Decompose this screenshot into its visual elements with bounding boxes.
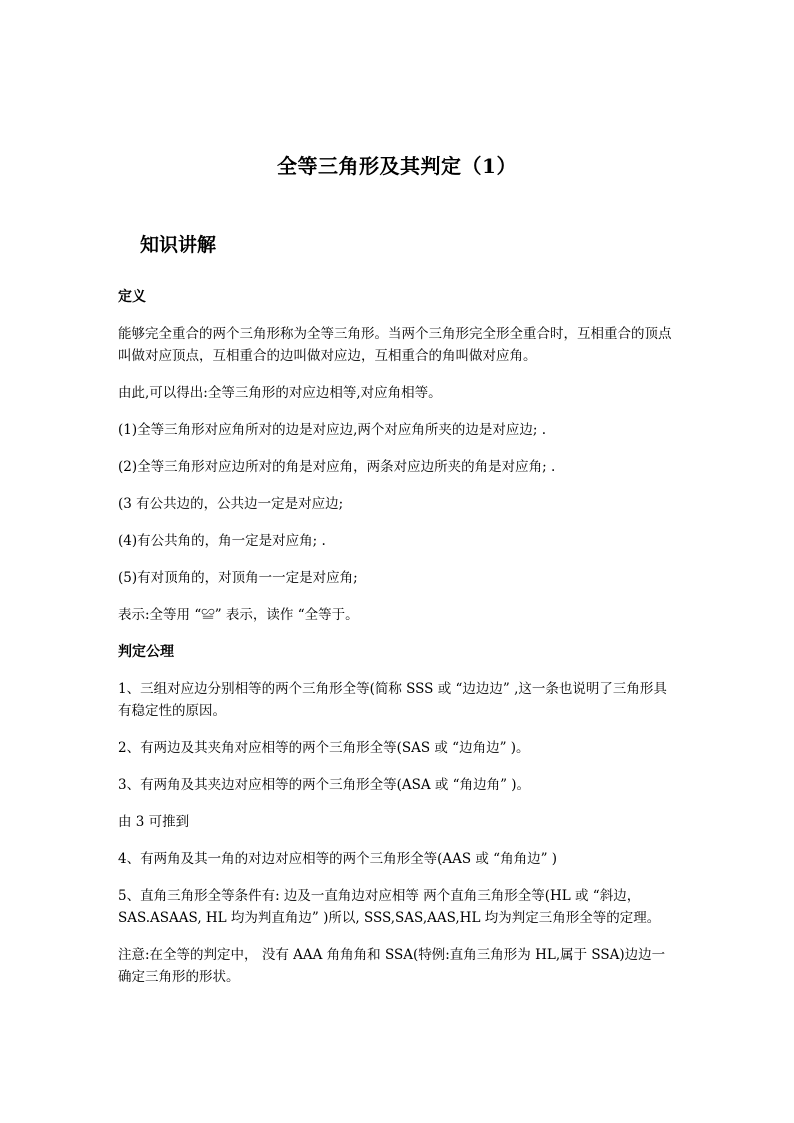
subheading-criteria: 判定公理 — [118, 644, 174, 660]
criterion-4: 4、有两角及其一角的对边对应相等的两个三角形全等(AAS 或 “角角边” ) — [118, 851, 558, 867]
paragraph-derivation: 由 3 可推到 — [118, 814, 190, 830]
paragraph-conclusion: 由此,可以得出:全等三角形的对应边相等,对应角相等。 — [118, 385, 442, 401]
criterion-5: 5、直角三角形全等条件有: 边及一直角边对应相等 两个直角三角形全等(HL 或 “斜边，SAS.ASAAS, HL 均为判直角边” )所以, SSS,SAS,AAS,HL 均为判定三角形全等的定理。 — [118, 888, 661, 926]
list-item-property-4: (4)有公共角的，角一定是对应角; . — [118, 533, 326, 549]
list-item-property-2: (2)全等三角形对应边所对的角是对应角，两条对应边所夹的角是对应角; . — [118, 459, 556, 475]
paragraph-note: 注意:在全等的判定中， 没有 AAA 角角角和 SSA(特例:直角三角形为 HL,属于 SSA)边边一确定三角形的形状。 — [118, 947, 666, 985]
paragraph-notation: 表示:全等用 “≌” 表示，读作 “全等于。 — [118, 607, 359, 623]
criterion-3: 3、有两角及其夹边对应相等的两个三角形全等(ASA 或 “角边角” )。 — [118, 777, 531, 793]
criterion-2: 2、有两边及其夹角对应相等的两个三角形全等(SAS 或 “边角边” )。 — [118, 740, 530, 756]
page-title: 全等三角形及其判定（1） — [277, 154, 517, 178]
section-heading-knowledge: 知识讲解 — [140, 234, 217, 256]
subheading-definition: 定义 — [118, 289, 146, 305]
document-body — [118, 286, 678, 1003]
paragraph-definition: 能够完全重合的两个三角形称为全等三角形。当两个三角形完全形全重合时，互相重合的顶点叫做对应顶点，互相重合的边叫做对应边，互相重合的角叫做对应角。 — [118, 326, 672, 364]
list-item-property-1: (1)全等三角形对应角所对的边是对应边,两个对应角所夹的边是对应边; . — [118, 422, 547, 438]
list-item-property-3: (3 有公共边的，公共边一定是对应边; — [118, 496, 344, 512]
criterion-1: 1、三组对应边分别相等的两个三角形全等(简称 SSS 或 “边边边” ,这一条也说明了三角形具有稳定性的原因。 — [118, 681, 667, 719]
list-item-property-5: (5)有对顶角的，对顶角一一定是对应角; — [118, 570, 358, 586]
